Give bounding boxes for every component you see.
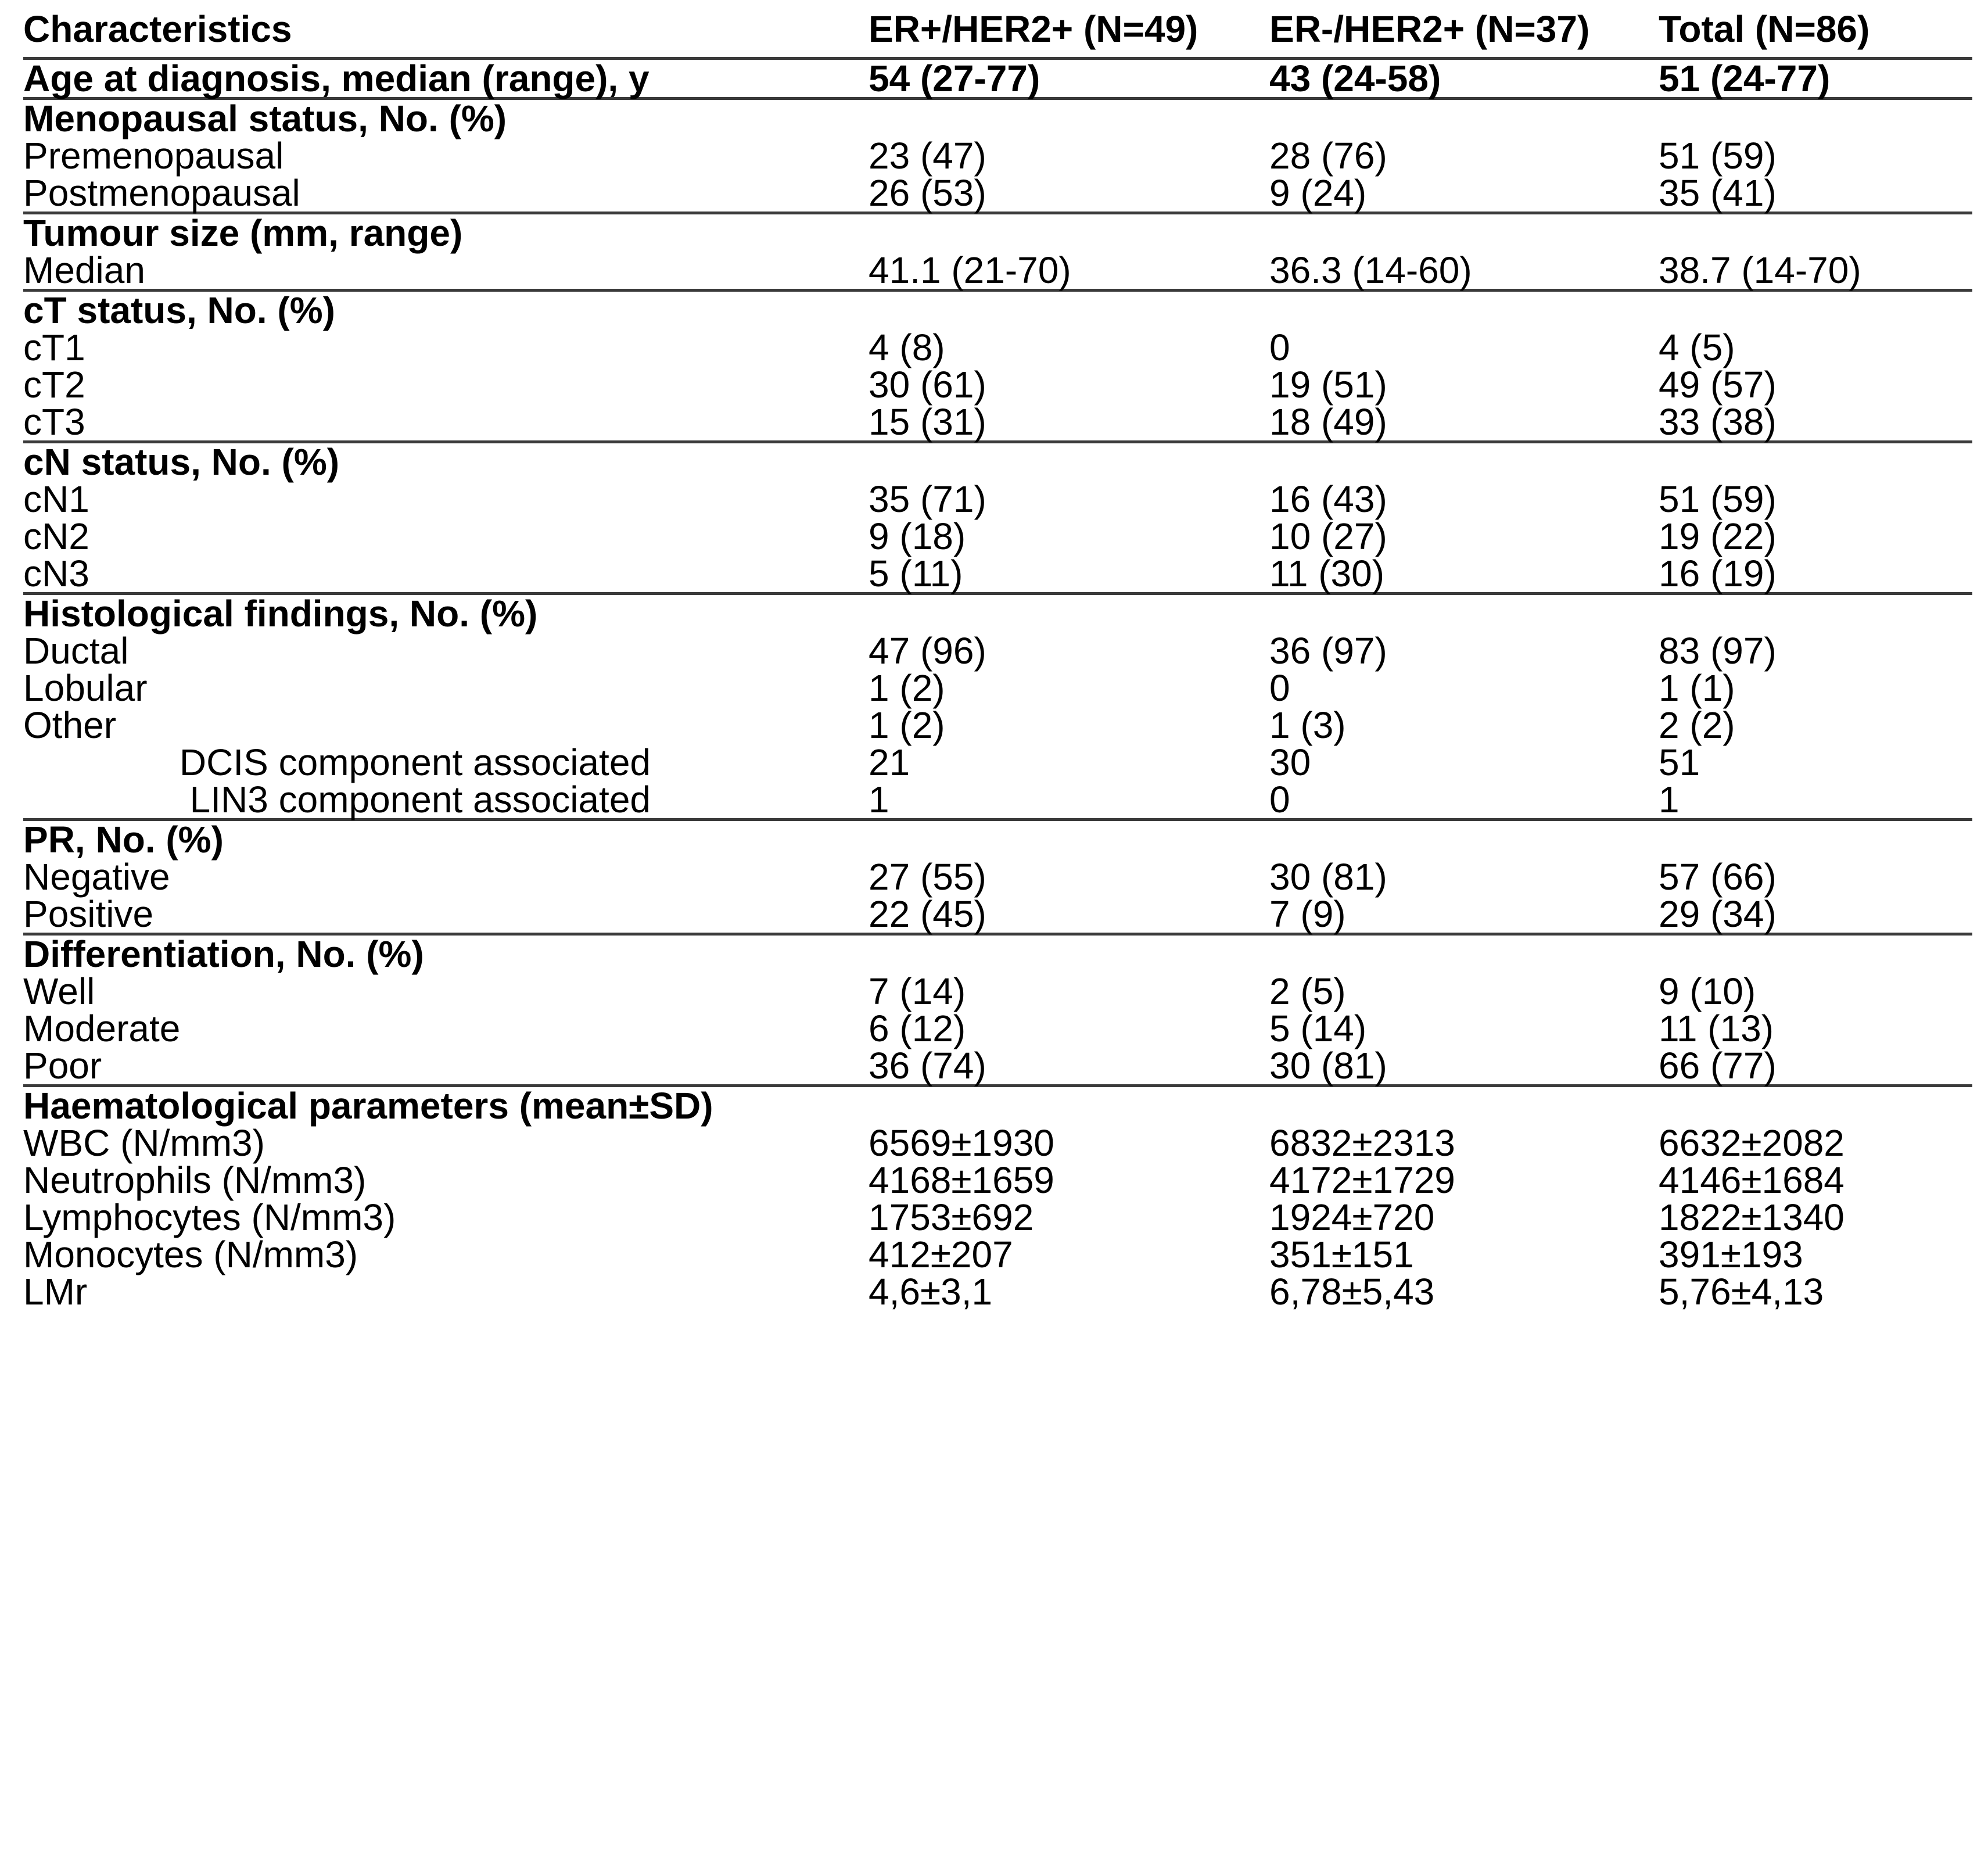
- row-value-neutrophils-col2: 4168±1659: [869, 1159, 1054, 1201]
- row-value-pr-positive-col4: 29 (34): [1659, 893, 1777, 935]
- row-value-other-histology-col4: 2 (2): [1659, 704, 1735, 746]
- column-header-er-neg-her2-pos: ER-/HER2+ (N=37): [1269, 8, 1590, 50]
- row-label-lmr: LMr: [23, 1271, 88, 1313]
- row-label-neutrophils: Neutrophils (N/mm3): [23, 1159, 367, 1201]
- row-value-dcis-component-associated-col2: 21: [869, 741, 910, 783]
- table-header-row: [23, 0, 1972, 59]
- row-value-dcis-component-associated-col4: 51: [1659, 741, 1700, 783]
- row-label-diff-poor: Poor: [23, 1045, 102, 1087]
- clinical-characteristics-table: [23, 0, 1972, 1313]
- row-label-premenopausal: Premenopausal: [23, 135, 284, 177]
- row-value-postmenopausal-col2: 26 (53): [869, 172, 986, 214]
- clinical-characteristics-table-container: [23, 0, 1972, 1313]
- row-value-lymphocytes-col3: 1924±720: [1269, 1196, 1435, 1238]
- row-value-cn2-col4: 19 (22): [1659, 515, 1777, 557]
- row-value-wbc-col4: 6632±2082: [1659, 1122, 1845, 1164]
- row-value-histological-findings-col3: [1269, 595, 1659, 632]
- table-row: [23, 329, 1972, 366]
- row-value-dcis-component-associated-col3: 30: [1269, 741, 1311, 783]
- row-value-ct3-col3: 18 (49): [1269, 401, 1387, 443]
- row-value-premenopausal-col2: 23 (47): [869, 135, 986, 177]
- table-row: [23, 1010, 1972, 1047]
- row-value-diff-poor-col4: 66 (77): [1659, 1045, 1777, 1087]
- row-value-diff-moderate-col3: 5 (14): [1269, 1008, 1367, 1049]
- row-label-text: DCIS component associated: [179, 741, 651, 783]
- row-value-other-histology-col3: 1 (3): [1269, 704, 1346, 746]
- row-value-lmr-col4: 5,76±4,13: [1659, 1271, 1824, 1313]
- table-row: [23, 1273, 1972, 1310]
- row-value-wbc-col3: 6832±2313: [1269, 1122, 1455, 1164]
- row-value-differentiation-col2: [869, 936, 1269, 973]
- row-value-lmr-col2: 4,6±3,1: [869, 1271, 993, 1313]
- row-value-cn-status-col2: [869, 443, 1269, 481]
- table-row: [23, 137, 1972, 174]
- row-value-pr-negative-col4: 57 (66): [1659, 856, 1777, 898]
- row-value-monocytes-col2: 412±207: [869, 1234, 1013, 1275]
- row-value-haematological-parameters-col2: [869, 1087, 1269, 1124]
- row-value-ductal-col4: 83 (97): [1659, 630, 1777, 672]
- row-label-age-at-diagnosis: Age at diagnosis, median (range), y: [23, 58, 649, 99]
- table-row: [23, 707, 1972, 744]
- row-value-lin3-component-associated-col2: 1: [869, 779, 889, 820]
- table-row: [23, 252, 1972, 291]
- row-value-cn2-col2: 9 (18): [869, 515, 966, 557]
- table-row: [23, 1124, 1972, 1162]
- table-row: [23, 895, 1972, 934]
- table-row: [23, 595, 1972, 632]
- row-value-ct2-col3: 19 (51): [1269, 364, 1387, 406]
- table-body: [23, 58, 1972, 1313]
- column-header-er-pos-her2-pos: ER+/HER2+ (N=49): [869, 8, 1198, 50]
- row-label-text: LIN3 component associated: [189, 779, 651, 820]
- row-label-lin3-component-associated: [23, 781, 869, 820]
- row-value-tumour-size-col2: [869, 214, 1269, 252]
- row-value-cn-status-col4: [1659, 443, 1972, 481]
- row-value-postmenopausal-col4: 35 (41): [1659, 172, 1777, 214]
- table-row: [23, 669, 1972, 707]
- row-value-age-at-diagnosis-col4: 51 (24-77): [1659, 58, 1831, 99]
- row-label-monocytes: Monocytes (N/mm3): [23, 1234, 358, 1275]
- row-value-tumour-size-col4: [1659, 214, 1972, 252]
- row-label-tumour-size: Tumour size (mm, range): [23, 212, 463, 254]
- row-value-ct1-col4: 4 (5): [1659, 327, 1735, 368]
- table-row: [23, 781, 1972, 820]
- row-value-diff-moderate-col2: 6 (12): [869, 1008, 966, 1049]
- row-value-age-at-diagnosis-col2: 54 (27-77): [869, 58, 1040, 99]
- column-header-total: Total (N=86): [1659, 8, 1870, 50]
- row-value-premenopausal-col4: 51 (59): [1659, 135, 1777, 177]
- row-value-monocytes-col4: 391±193: [1659, 1234, 1803, 1275]
- row-value-ct-status-col4: [1659, 292, 1972, 329]
- row-label-pr: PR, No. (%): [23, 819, 224, 861]
- row-value-pr-col4: [1659, 821, 1972, 858]
- row-label-ct1: cT1: [23, 327, 85, 368]
- row-value-lymphocytes-col2: 1753±692: [869, 1196, 1034, 1238]
- table-row: [23, 174, 1972, 213]
- row-value-haematological-parameters-col3: [1269, 1087, 1659, 1124]
- row-value-diff-well-col2: 7 (14): [869, 970, 966, 1012]
- row-value-cn3-col4: 16 (19): [1659, 553, 1777, 594]
- row-value-lin3-component-associated-col4: 1: [1659, 779, 1680, 820]
- row-value-pr-positive-col2: 22 (45): [869, 893, 986, 935]
- row-value-neutrophils-col4: 4146±1684: [1659, 1159, 1845, 1201]
- row-value-differentiation-col3: [1269, 936, 1659, 973]
- row-label-ct2: cT2: [23, 364, 85, 406]
- row-label-haematological-parameters: Haematological parameters (mean±SD): [23, 1085, 713, 1127]
- row-value-cn2-col3: 10 (27): [1269, 515, 1387, 557]
- row-value-cn3-col3: 11 (30): [1269, 553, 1385, 594]
- row-label-diff-moderate: Moderate: [23, 1008, 181, 1049]
- table-row: [23, 744, 1972, 781]
- row-label-postmenopausal: Postmenopausal: [23, 172, 300, 214]
- table-row: [23, 821, 1972, 858]
- row-value-ct3-col4: 33 (38): [1659, 401, 1777, 443]
- row-value-age-at-diagnosis-col3: 43 (24-58): [1269, 58, 1441, 99]
- row-label-ct-status: cT status, No. (%): [23, 289, 335, 331]
- row-value-tumour-size-median-col3: 36.3 (14-60): [1269, 249, 1472, 291]
- table-row: [23, 403, 1972, 442]
- row-value-pr-col2: [869, 821, 1269, 858]
- row-value-pr-positive-col3: 7 (9): [1269, 893, 1346, 935]
- row-value-lmr-col3: 6,78±5,43: [1269, 1271, 1435, 1313]
- row-value-cn3-col2: 5 (11): [869, 553, 963, 594]
- row-value-diff-moderate-col4: 11 (13): [1659, 1008, 1774, 1049]
- table-row: [23, 100, 1972, 137]
- row-value-cn1-col3: 16 (43): [1269, 478, 1387, 520]
- row-value-menopausal-status-col4: [1659, 100, 1972, 137]
- row-label-histological-findings: Histological findings, No. (%): [23, 593, 538, 635]
- row-label-wbc: WBC (N/mm3): [23, 1122, 265, 1164]
- row-label-cn1: cN1: [23, 478, 89, 520]
- table-row: [23, 1047, 1972, 1086]
- row-label-pr-positive: Positive: [23, 893, 154, 935]
- column-header-characteristics: Characteristics: [23, 8, 292, 50]
- row-value-lobular-col4: 1 (1): [1659, 667, 1735, 709]
- row-value-tumour-size-col3: [1269, 214, 1659, 252]
- row-value-histological-findings-col4: [1659, 595, 1972, 632]
- row-value-postmenopausal-col3: 9 (24): [1269, 172, 1367, 214]
- row-value-diff-well-col3: 2 (5): [1269, 970, 1346, 1012]
- row-value-diff-poor-col2: 36 (74): [869, 1045, 986, 1087]
- row-value-ct3-col2: 15 (31): [869, 401, 986, 443]
- row-label-tumour-size-median: Median: [23, 249, 145, 291]
- table-row: [23, 366, 1972, 403]
- table-row: [23, 214, 1972, 252]
- table-row: [23, 1236, 1972, 1273]
- row-label-cn-status: cN status, No. (%): [23, 441, 340, 483]
- row-value-lin3-component-associated-col3: 0: [1269, 779, 1290, 820]
- row-value-neutrophils-col3: 4172±1729: [1269, 1159, 1455, 1201]
- row-label-other-histology: Other: [23, 704, 117, 746]
- table-row: [23, 443, 1972, 481]
- row-value-tumour-size-median-col4: 38.7 (14-70): [1659, 249, 1861, 291]
- row-label-cn3: cN3: [23, 553, 89, 594]
- row-value-ct-status-col3: [1269, 292, 1659, 329]
- row-value-monocytes-col3: 351±151: [1269, 1234, 1414, 1275]
- row-value-differentiation-col4: [1659, 936, 1972, 973]
- row-label-cn2: cN2: [23, 515, 89, 557]
- row-value-histological-findings-col2: [869, 595, 1269, 632]
- row-value-pr-col3: [1269, 821, 1659, 858]
- table-row: [23, 60, 1972, 99]
- row-value-wbc-col2: 6569±1930: [869, 1122, 1054, 1164]
- row-value-other-histology-col2: 1 (2): [869, 704, 945, 746]
- table-row: [23, 1087, 1972, 1124]
- row-value-lobular-col2: 1 (2): [869, 667, 945, 709]
- row-label-pr-negative: Negative: [23, 856, 170, 898]
- row-value-diff-poor-col3: 30 (81): [1269, 1045, 1387, 1087]
- row-label-lymphocytes: Lymphocytes (N/mm3): [23, 1196, 396, 1238]
- table-row: [23, 858, 1972, 895]
- row-value-menopausal-status-col2: [869, 100, 1269, 137]
- table-row: [23, 481, 1972, 518]
- row-value-ductal-col3: 36 (97): [1269, 630, 1387, 672]
- row-value-ct-status-col2: [869, 292, 1269, 329]
- row-label-diff-well: Well: [23, 970, 95, 1012]
- table-row: [23, 1199, 1972, 1236]
- row-value-tumour-size-median-col2: 41.1 (21-70): [869, 249, 1071, 291]
- table-row: [23, 936, 1972, 973]
- row-value-lymphocytes-col4: 1822±1340: [1659, 1196, 1845, 1238]
- row-label-ductal: Ductal: [23, 630, 129, 672]
- row-label-ct3: cT3: [23, 401, 85, 443]
- table-row: [23, 1162, 1972, 1199]
- table-row: [23, 973, 1972, 1010]
- table-row: [23, 632, 1972, 669]
- row-value-lobular-col3: 0: [1269, 667, 1290, 709]
- table-row: [23, 555, 1972, 594]
- row-label-menopausal-status: Menopausal status, No. (%): [23, 98, 507, 139]
- table-header: [23, 0, 1972, 60]
- row-value-ct2-col4: 49 (57): [1659, 364, 1777, 406]
- table-row: [23, 292, 1972, 329]
- row-value-menopausal-status-col3: [1269, 100, 1659, 137]
- row-label-differentiation: Differentiation, No. (%): [23, 933, 424, 975]
- row-value-cn1-col4: 51 (59): [1659, 478, 1777, 520]
- table-row: [23, 518, 1972, 555]
- row-value-pr-negative-col2: 27 (55): [869, 856, 986, 898]
- row-value-premenopausal-col3: 28 (76): [1269, 135, 1387, 177]
- row-value-cn-status-col3: [1269, 443, 1659, 481]
- row-value-ct2-col2: 30 (61): [869, 364, 986, 406]
- row-label-lobular: Lobular: [23, 667, 148, 709]
- row-value-cn1-col2: 35 (71): [869, 478, 986, 520]
- row-value-haematological-parameters-col4: [1659, 1087, 1972, 1124]
- row-value-ductal-col2: 47 (96): [869, 630, 986, 672]
- row-value-diff-well-col4: 9 (10): [1659, 970, 1756, 1012]
- row-value-ct1-col2: 4 (8): [869, 327, 945, 368]
- row-label-dcis-component-associated: [23, 741, 869, 783]
- row-value-ct1-col3: 0: [1269, 327, 1290, 368]
- row-value-pr-negative-col3: 30 (81): [1269, 856, 1387, 898]
